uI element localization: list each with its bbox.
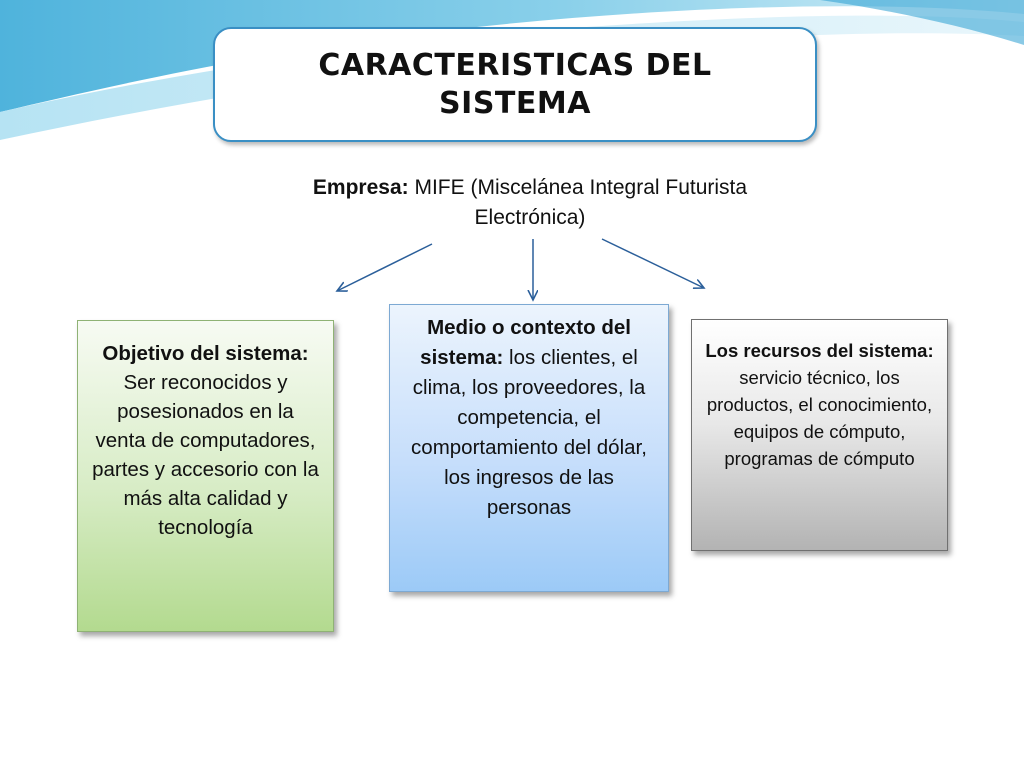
- empresa-label: Empresa:: [312, 176, 409, 199]
- recursos-text: servicio técnico, los productos, el conocimiento, equipos de cómputo, programas de cómputo: [706, 367, 933, 469]
- title-line-1: CARACTERISTICAS DEL: [318, 47, 712, 83]
- objetivo-box: [77, 320, 334, 632]
- medio-text: los clientes, el clima, los proveedores, la competencia, el comportamiento del dólar, los ingresos de las personas: [411, 346, 647, 519]
- recursos-box: [691, 319, 948, 551]
- arrow-to-objetivo: [337, 244, 432, 291]
- arrow-to-recursos: [602, 239, 704, 288]
- medio-label: Medio o contexto del sistema:: [420, 316, 631, 369]
- medio-box: [389, 304, 669, 592]
- title-line-2: SISTEMA: [439, 85, 591, 121]
- empresa-value: MIFE (Miscelánea Integral Futurista Electrónica): [408, 176, 748, 229]
- recursos-label: Los recursos del sistema:: [705, 340, 934, 361]
- objetivo-label: Objetivo del sistema:: [102, 342, 309, 365]
- objetivo-text: Ser reconocidos y posesionados en la venta de computadores, partes y accesorio con la más alta calidad y tecnología: [92, 371, 319, 539]
